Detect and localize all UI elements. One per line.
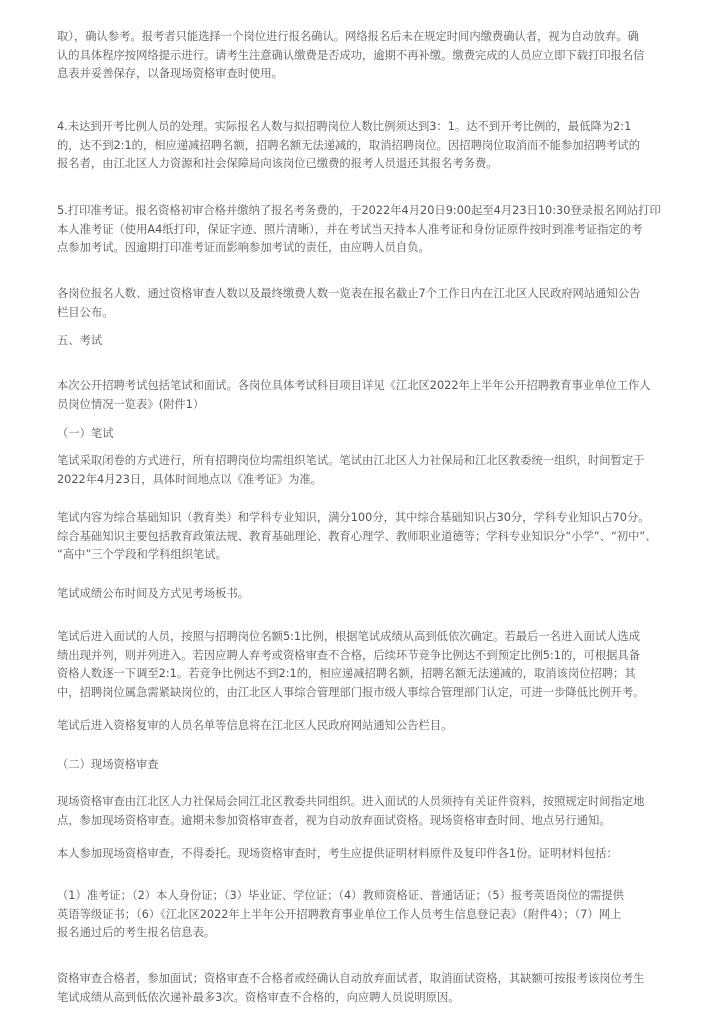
paragraph-written-exam-content <box>57 509 687 565</box>
text-line: 取），确认参考。报考者只能选择一个岗位进行报名确认。网络报名后未在规定时间内缴费确认者，视为自动放弃。确 <box>57 30 639 43</box>
text-line: 资格人数逐一下调至2:1。若竞争比例达不到2:1的，相应递减招聘名额，招聘名额无法递减的，取消该岗位招聘；其 <box>57 667 636 680</box>
text-line: 笔试后进入面试的人员，按照与招聘岗位名额5:1比例，根据笔试成绩从高到低依次确定。若最后一名进入面试人选成 <box>57 630 641 643</box>
paragraph-interview-ratio <box>57 628 687 702</box>
text-line: （二）现场资格审查 <box>57 758 159 771</box>
paragraph-review-list <box>57 717 687 736</box>
text-line: 2022年4月23日，具体时间地点以《准考证》为准。 <box>57 472 322 486</box>
text-line: 笔试成绩公布时间及方式见考场板书。 <box>57 587 250 600</box>
text-line: 报名者，由江北区人力资源和社会保障局向该岗位已缴费的报考人员退还其报名考务费。 <box>57 157 498 170</box>
text-line: 认的具体程序按网络提示进行。请考生注意确认缴费是否成功，逾期不再补缴。缴费完成的人员应立即下载打印报名信 <box>57 48 645 62</box>
text-line: 的，达不到2:1的，相应递减招聘名额，招聘名额无法递减的，取消招聘岗位。因招聘岗位取消而不能参加招聘考试的 <box>57 138 641 152</box>
text-line: 本次公开招聘考试包括笔试和面试。各岗位具体考试科目项目详见《江北区2022年上半年公开招聘教育事业单位工作人 <box>57 379 651 392</box>
text-line: 点参加考试。因逾期打印准考证而影响参加考试的责任，由应聘人员自负。 <box>57 241 430 254</box>
text-line: 绩出现并列，则并列进入。若因应聘人弃考或资格审查不合格，后续环节竞争比例达不到预定比例5:1的，可根据具备 <box>57 648 641 662</box>
text-line: 栏目公布。 <box>57 305 114 319</box>
paragraph-onsite-review <box>57 793 687 830</box>
text-line: （一）笔试 <box>57 427 114 440</box>
text-line: 现场资格审查由江北区人力社保局会同江北区教委共同组织。进入面试的人员须持有关证件资料，按照规定时间指定地 <box>57 795 645 808</box>
paragraph-print-admission <box>57 202 687 258</box>
paragraph-exam-overview <box>57 377 687 414</box>
subheading-written-exam <box>57 425 687 444</box>
paragraph-required-documents <box>57 887 687 943</box>
text-line: 笔试采取闭卷的方式进行，所有招聘岗位均需组织笔试。笔试由江北区人力社保局和江北区教委统一组织，时间暂定于 <box>57 454 645 467</box>
text-line: （1）准考证；（2）本人身份证；（3）毕业证、学位证；（4）教师资格证、普通话证；（5）报考英语岗位的需提供 <box>57 889 624 902</box>
paragraph-review-result <box>57 970 687 1007</box>
text-line: 资格审查合格者，参加面试；资格审查不合格者或经确认自动放弃面试者，取消面试资格，其缺额可按报考该岗位考生 <box>57 972 645 985</box>
text-line: 点，参加现场资格审查。逾期未参加资格审查者，视为自动放弃面试资格。现场资格审查时间、地点另行通知。 <box>57 813 611 827</box>
paragraph-written-exam-organization <box>57 452 687 489</box>
text-line: 中，招聘岗位属急需紧缺岗位的，由江北区人事综合管理部门报市级人事综合管理部门认定，可进一步降低比例开考。 <box>57 685 645 699</box>
text-line: 员岗位情况一览表》(附件1） <box>57 397 205 411</box>
paragraph-no-proxy <box>57 845 687 864</box>
paragraph-registration-stats <box>57 285 687 322</box>
section-heading-exam <box>57 332 687 351</box>
text-line: 笔试内容为综合基础知识（教育类）和学科专业知识，满分100分，其中综合基础知识占30分，学科专业知识占70分。 <box>57 511 650 524</box>
text-line: 各岗位报名人数、通过资格审查人数以及最终缴费人数一览表在报名截止7个工作日内在江北区人民政府网站通知公告 <box>57 287 641 300</box>
text-line: 报名通过后的考生报名信息表。 <box>57 926 216 939</box>
text-line: 综合基础知识主要包括教育政策法规、教育基础理论、教育心理学、教师职业道德等；学科专业知识分“小学”、“初中”、 <box>57 529 657 543</box>
paragraph-score-publication <box>57 585 687 604</box>
text-line: “高中”三个学段和学科组织笔试。 <box>57 548 227 561</box>
text-line: 4.未达到开考比例人员的处理。实际报名人数与拟招聘岗位人数比例须达到3：1。达不到开考比例的，最低降为2:1 <box>57 120 632 133</box>
text-line: 息表并妥善保存，以备现场资格审查时使用。 <box>57 67 283 80</box>
text-line: 笔试成绩从高到低依次递补最多3次。资格审查不合格的，向应聘人员说明原因。 <box>57 990 460 1004</box>
text-line: 本人参加现场资格审查，不得委托。现场资格审查时，考生应提供证明材料原件及复印件各1份。证明材料包括： <box>57 847 618 860</box>
subheading-onsite-review <box>57 756 687 775</box>
text-line: 本人准考证（使用A4纸打印，保证字迹、照片清晰），并在考试当天持本人准考证和身份证原件按时到准考证指定的考 <box>57 222 643 236</box>
paragraph-registration-confirmation <box>57 28 687 84</box>
text-line: 英语等级证书；（6）《江北区2022年上半年公开招聘教育事业单位工作人员考生信息登记表》（附件4）；（7）网上 <box>57 907 622 921</box>
paragraph-exam-ratio <box>57 118 687 174</box>
text-line: 笔试后进入资格复审的人员名单等信息将在江北区人民政府网站通知公告栏目。 <box>57 719 453 732</box>
text-line: 五、考试 <box>57 334 103 347</box>
text-line: 5.打印准考证。报名资格初审合格并缴纳了报名考务费的，于2022年4月20日9:00起至4月23日10:30登录报名网站打印 <box>57 204 661 217</box>
